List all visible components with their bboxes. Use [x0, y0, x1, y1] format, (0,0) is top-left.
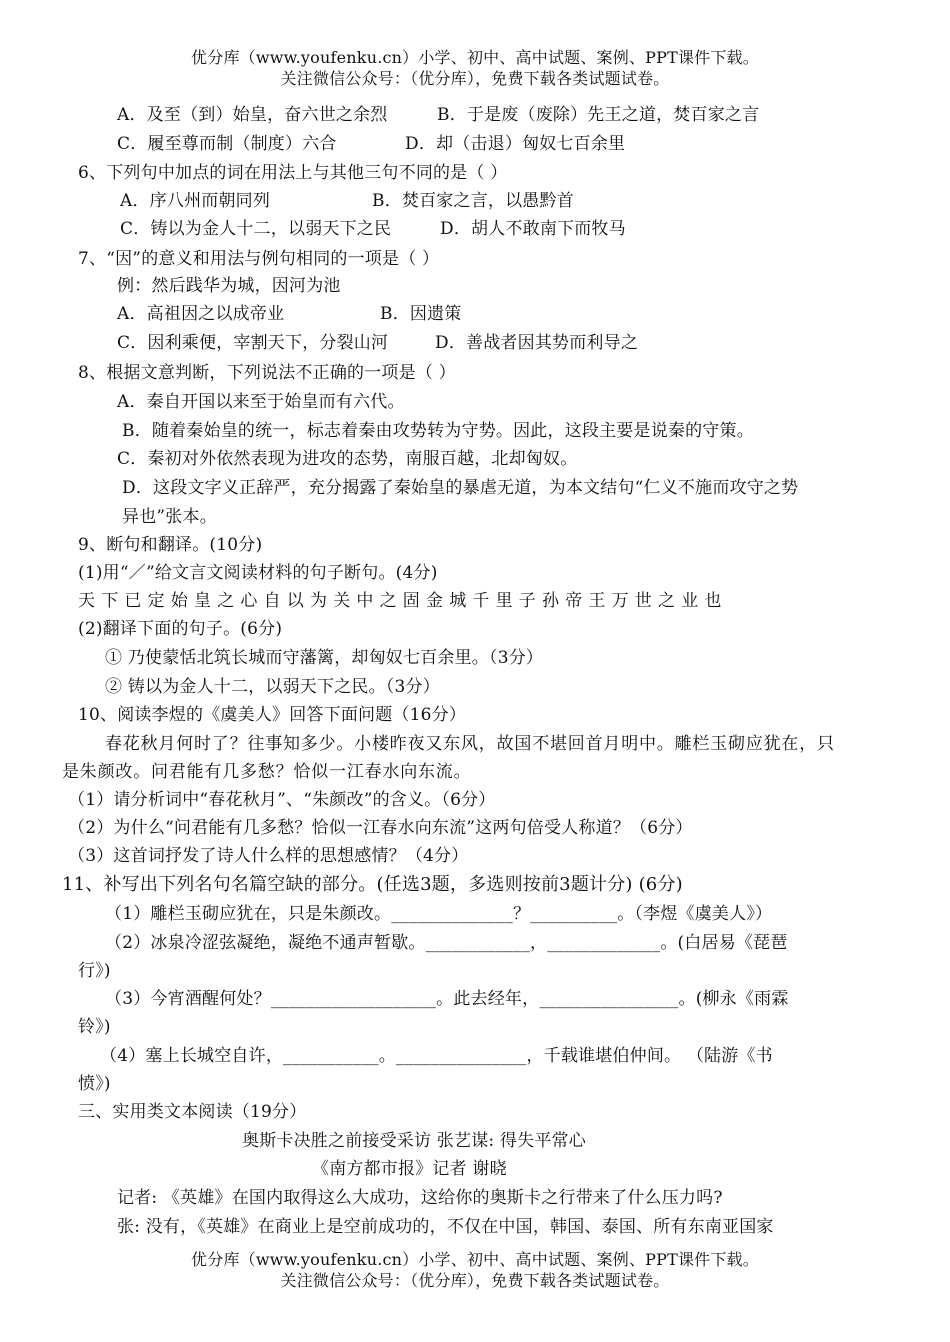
q11-item-1: （1）雕栏玉砌应犹在，只是朱颜改。______________？__________。（李煜《虞美人》）	[105, 904, 773, 924]
q7-example: 例：然后践华为城，因河为池	[117, 276, 341, 296]
q8-option-d-line1: D．这段文字义正辞严，充分揭露了秦始皇的暴虐无道，为本文结句“仁义不施而攻守之势	[122, 478, 799, 498]
q9-part2: (2)翻译下面的句子。(6分)	[78, 619, 283, 639]
q11-item-4-line1: （4）塞上长城空自许，___________。_______________，千载谁堪伯仲间。 （陆游《书	[100, 1046, 773, 1066]
q9-stem: 9、断句和翻译。(10分)	[78, 535, 263, 555]
section3-heading: 三、实用类文本阅读（19分）	[78, 1102, 307, 1122]
interview-paragraph-1: 记者: 《英雄》在国内取得这么大成功，这给你的奥斯卡之行带来了什么压力吗?	[117, 1188, 723, 1208]
q9-passage: 天下已定始皇之心自以为关中之固金城千里子孙帝王万世之业也	[78, 591, 728, 611]
footer-line-2: 关注微信公众号：（优分库），免费下载各类试题试卷。	[280, 1271, 670, 1290]
q5-option-d: D．却（击退）匈奴七百余里	[405, 134, 626, 154]
q7-option-a: A．高祖因之以成帝业	[117, 304, 285, 324]
q7-option-b: B．因遗策	[380, 304, 462, 324]
q8-option-c: C．秦初对外依然表现为进攻的态势，南服百越，北却匈奴。	[117, 449, 578, 469]
article-title: 奥斯卡决胜之前接受采访 张艺谋: 得失平常心	[242, 1131, 586, 1151]
header-line-1: 优分库（www.youfenku.cn）小学、初中、高中试题、案例、PPT课件下载。	[191, 48, 759, 67]
q11-item-3-line2: 铃》)	[78, 1017, 111, 1037]
footer-line-1: 优分库（www.youfenku.cn）小学、初中、高中试题、案例、PPT课件下载。	[191, 1250, 759, 1269]
q9-part1: (1)用“／”给文言文阅读材料的句子断句。(4分)	[78, 563, 438, 583]
q9-sentence-1: ① 乃使蒙恬北筑长城而守藩篱，却匈奴七百余里。（3分）	[105, 648, 544, 668]
q6-stem: 6、下列句中加点的词在用法上与其他三句不同的是（ ）	[78, 163, 508, 183]
q10-sub-question-3: （3）这首词抒发了诗人什么样的思想感情？（4分）	[68, 846, 469, 866]
q10-stem: 10、阅读李煜的《虞美人》回答下面问题（16分）	[78, 705, 467, 725]
q11-item-3-line1: （3）今宵酒醒何处？___________________。此去经年，________________。(柳永《雨霖	[105, 989, 789, 1009]
q8-option-a: A．秦自开国以来至于始皇而有六代。	[117, 392, 405, 412]
q6-option-d: D．胡人不敢南下而牧马	[440, 219, 626, 239]
q8-option-b: B．随着秦始皇的统一，标志着秦由攻势转为守势。因此，这段主要是说秦的守策。	[122, 421, 754, 441]
interview-paragraph-2: 张: 没有，《英雄》在商业上是空前成功的，不仅在中国，韩国、泰国、所有东南亚国家	[117, 1217, 774, 1237]
q5-option-c: C．履至尊而制（制度）六合	[117, 134, 337, 154]
q6-option-b: B．焚百家之言，以愚黔首	[372, 191, 574, 211]
q9-sentence-2: ② 铸以为金人十二，以弱天下之民。（3分）	[105, 677, 440, 697]
q6-option-a: A．序八州而朝同列	[120, 191, 271, 211]
q8-option-d-line2: 异也”张本。	[122, 507, 217, 527]
q10-poem-line1: 春花秋月何时了？往事知多少。小楼昨夜又东风，故国不堪回首月明中。雕栏玉砌应犹在，只	[105, 734, 835, 754]
q10-sub-question-2: （2）为什么“问君能有几多愁？恰似一江春水向东流”这两句倍受人称道？（6分）	[68, 818, 693, 838]
q11-item-2-line1: （2）冰泉冷涩弦凝绝，凝绝不通声暂歇。____________，_____________。(白居易《琵琶	[105, 933, 788, 953]
q11-item-4-line2: 愤》)	[78, 1074, 111, 1094]
q11-stem: 11、补写出下列名句名篇空缺的部分。(任选3题，多选则按前3题计分) (6分)	[62, 874, 683, 895]
q10-poem-line2: 是朱颜改。问君能有几多愁？恰似一江春水向东流。	[62, 762, 472, 782]
article-byline: 《南方都市报》记者 谢晓	[312, 1159, 507, 1179]
q10-sub-question-1: （1）请分析词中“春花秋月”、“朱颜改”的含义。（6分）	[68, 790, 496, 810]
q8-stem: 8、根据文意判断，下列说法不正确的一项是（ ）	[78, 363, 456, 383]
q6-option-c: C．铸以为金人十二，以弱天下之民	[120, 219, 392, 239]
q7-stem: 7、“因”的意义和用法与例句相同的一项是（ ）	[78, 249, 440, 269]
q11-item-2-line2: 行》)	[78, 961, 111, 981]
header-line-2: 关注微信公众号：（优分库），免费下载各类试题试卷。	[280, 69, 670, 88]
q7-option-d: D．善战者因其势而利导之	[435, 333, 639, 353]
q5-option-a: A．及至（到）始皇，奋六世之余烈	[117, 105, 388, 125]
q7-option-c: C．因利乘便，宰割天下，分裂山河	[117, 333, 389, 353]
q5-option-b: B．于是废（废除）先王之道，焚百家之言	[437, 105, 760, 125]
